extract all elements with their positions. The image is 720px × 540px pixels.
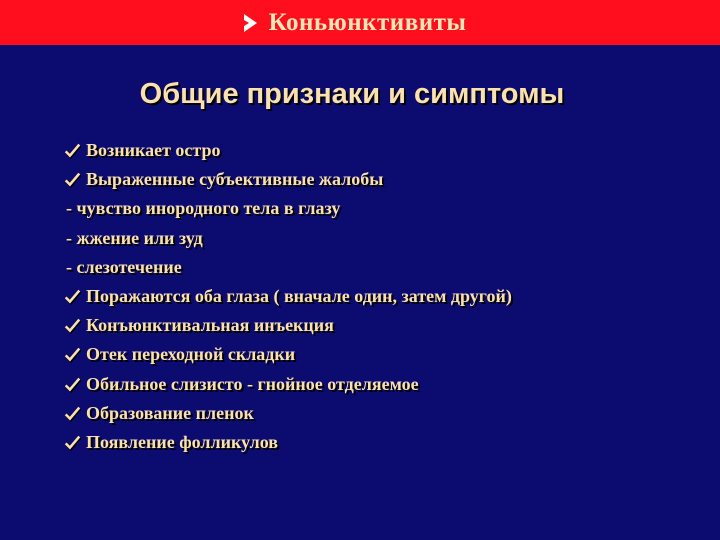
- checkmark-icon: [64, 376, 81, 393]
- right-arrow-bullet-icon: [244, 14, 257, 32]
- list-item: [64, 399, 704, 428]
- header-title: Коньюнктивиты: [268, 8, 467, 36]
- list-item-text: Конъюнктивальная инъекция: [86, 315, 334, 336]
- checkmark-icon: [64, 346, 81, 363]
- list-item: [64, 165, 704, 194]
- header-inner: [244, 9, 467, 37]
- list-sub-item: [64, 253, 704, 282]
- list-item-text: Отек переходной складки: [86, 344, 296, 365]
- list-sub-item: [64, 194, 704, 223]
- list-item-text: Появление фолликулов: [86, 431, 279, 452]
- list-item-text: Возникает остро: [86, 140, 221, 161]
- list-item: [64, 282, 704, 311]
- checkmark-icon: [64, 317, 81, 334]
- list-sub-item-text: - чувство инородного тела в глазу: [66, 198, 341, 219]
- checkmark-icon: [64, 288, 81, 305]
- list-item: [64, 136, 704, 165]
- checkmark-icon: [64, 405, 81, 422]
- list-item-text: Образование пленок: [86, 402, 254, 423]
- list-sub-item: [64, 224, 704, 253]
- list-item: [64, 311, 704, 340]
- list-item: [64, 340, 704, 369]
- checkmark-icon: [64, 142, 81, 159]
- list-sub-item-text: - слезотечение: [66, 256, 182, 277]
- checkmark-icon: [64, 434, 81, 451]
- list-item-text: Выраженные субъективные жалобы: [86, 169, 384, 190]
- list-item-text: Поражаются оба глаза ( вначале один, затем другой): [86, 286, 512, 307]
- page-title: Общие признаки и симптомы: [139, 78, 565, 110]
- header-bar: [0, 0, 720, 45]
- checkmark-icon: [64, 171, 81, 188]
- list-item-text: Обильное слизисто - гнойное отделяемое: [86, 373, 419, 394]
- list-item: [64, 428, 704, 457]
- list-item: [64, 370, 704, 399]
- list-sub-item-text: - жжение или зуд: [66, 227, 203, 248]
- symptom-list: [64, 136, 704, 457]
